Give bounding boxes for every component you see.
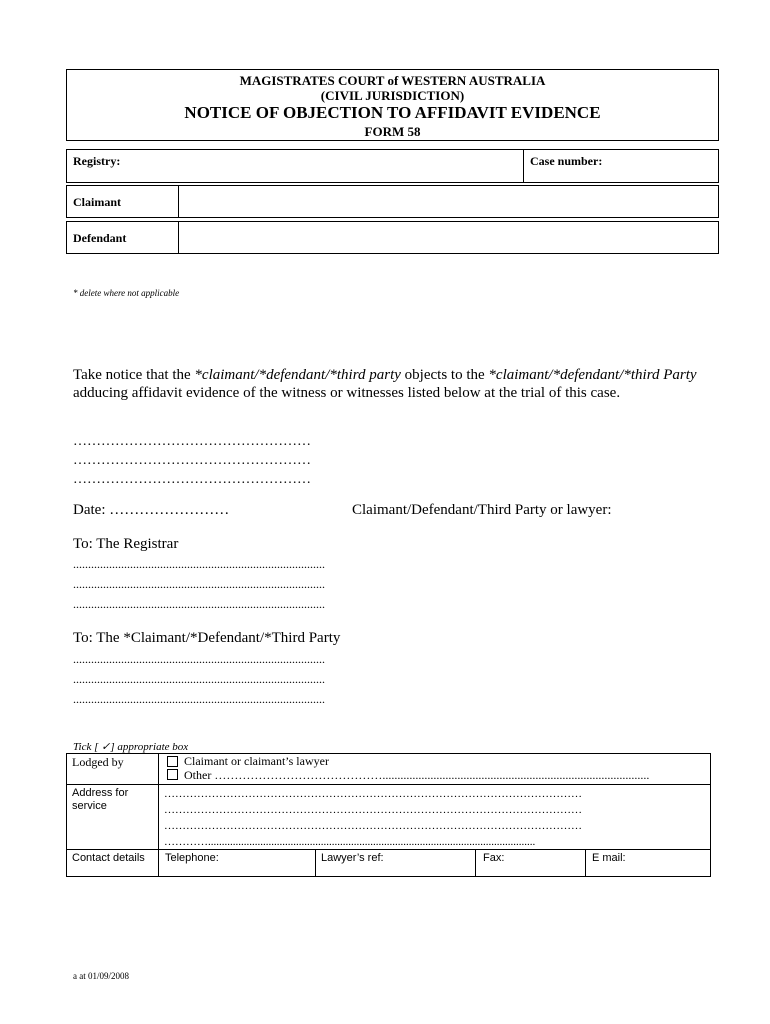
footer-date: a at 01/09/2008 [73,971,129,981]
notice-italic-1: *claimant/*defendant/*third party [194,367,401,383]
form-number: FORM 58 [364,124,421,139]
case-number-label: Case number: [530,154,603,168]
notice-text-2: objects to the [400,367,489,383]
lodged-table [66,753,711,878]
fax-field[interactable]: Fax: [483,852,505,864]
address-line[interactable]: …………………………………………………………………………………………………… [164,788,582,800]
lodged-by-label: Lodged by [72,755,124,769]
witness-line[interactable]: …………………………………………… [73,453,311,468]
registry-label: Registry: [73,154,121,168]
claimant-option-label: Claimant or claimant’s lawyer [184,754,329,768]
delete-note: * delete where not applicable [73,288,180,298]
defendant-row [66,221,719,254]
claimant-label: Claimant [73,195,121,209]
address-label: Address for service [72,787,129,812]
court-name: MAGISTRATES COURT of WESTERN AUSTRALIA [239,73,546,88]
notice-italic-2: *claimant/*defendant/*third Party [488,367,697,383]
witness-line[interactable]: …………………………………………… [73,434,311,449]
party-line[interactable]: .................................................................................... [73,652,325,666]
tick-note: Tick [ ✓] appropriate box [73,741,189,753]
notice-text-1: Take notice that the [73,367,195,383]
email-field[interactable]: E mail: [592,852,626,864]
notice-text-3: adducing affidavit evidence of the witness or witnesses listed below at the trial of this case. [73,385,621,401]
registrar-line[interactable]: .................................................................................... [73,577,325,591]
witness-line[interactable]: …………………………………………… [73,472,311,487]
defendant-field[interactable] [179,222,718,253]
registrar-line[interactable]: .................................................................................... [73,557,325,571]
claimant-checkbox[interactable] [167,756,178,767]
to-registrar-label: To: The Registrar [73,536,179,552]
other-option-label[interactable]: Other ……………………………………......................................................................................... [184,768,650,782]
defendant-label: Defendant [73,231,127,245]
to-party-label: To: The *Claimant/*Defendant/*Third Party [73,630,341,646]
address-line[interactable]: …………………………………………………………………………………………………… [164,820,582,832]
address-line[interactable]: …………....................................................................................................................... [164,836,536,848]
lawyer-ref-field[interactable]: Lawyer’s ref: [321,852,384,864]
form-title: NOTICE OF OBJECTION TO AFFIDAVIT EVIDENCE [184,103,601,122]
claimant-row [66,185,719,218]
contact-details-label: Contact details [72,852,145,864]
jurisdiction: (CIVIL JURISDICTION) [320,88,465,103]
party-line[interactable]: .................................................................................... [73,672,325,686]
notice-paragraph [73,366,698,402]
address-line[interactable]: …………………………………………………………………………………………………… [164,804,582,816]
form-header [66,69,719,141]
registrar-line[interactable]: .................................................................................... [73,597,325,611]
signer-label: Claimant/Defendant/Third Party or lawyer: [352,502,612,518]
registry-row [66,149,719,183]
party-line[interactable]: .................................................................................... [73,692,325,706]
date-label[interactable]: Date: …………………… [73,502,230,518]
other-checkbox[interactable] [167,769,178,780]
telephone-field[interactable]: Telephone: [165,852,219,864]
claimant-field[interactable] [179,186,718,217]
